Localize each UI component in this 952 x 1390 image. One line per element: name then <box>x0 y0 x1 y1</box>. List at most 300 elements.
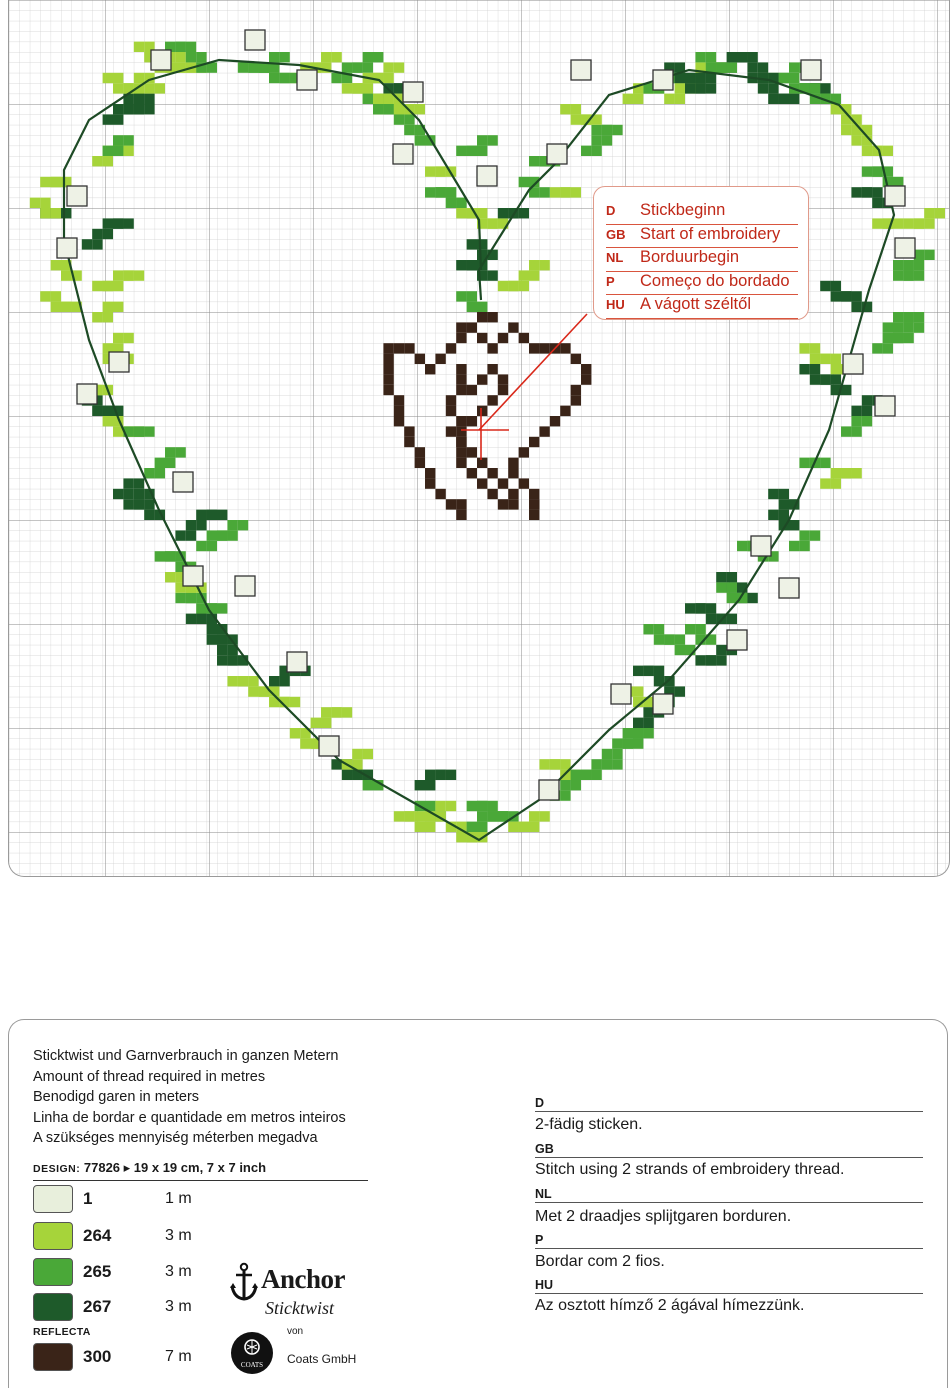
leaf-stitch <box>768 94 778 104</box>
brown-stitch <box>456 426 466 436</box>
leaf-stitch <box>602 125 612 135</box>
brown-stitch <box>539 343 549 353</box>
brown-stitch <box>467 447 477 457</box>
instruction-text-p: Bordar com 2 fios. <box>535 1253 665 1270</box>
leaf-stitch <box>373 94 383 104</box>
callout-code: NL <box>606 250 624 265</box>
leaf-stitch <box>123 478 133 488</box>
leaf-stitch <box>779 499 789 509</box>
leaf-stitch <box>155 551 165 561</box>
leaf-stitch <box>747 62 757 72</box>
instruction-text-nl: Met 2 draadjes splijtgaren borduren. <box>535 1208 792 1225</box>
instruction-code-gb: GB <box>535 1142 923 1158</box>
leaf-stitch <box>456 198 466 208</box>
leaf-stitch <box>591 135 601 145</box>
leaf-stitch <box>893 270 903 280</box>
leaf-stitch <box>352 62 362 72</box>
brown-stitch <box>456 364 466 374</box>
leaf-stitch <box>799 541 809 551</box>
leaf-stitch <box>456 832 466 842</box>
callout-code: P <box>606 273 615 289</box>
leaf-stitch <box>446 198 456 208</box>
leaf-stitch <box>851 426 861 436</box>
leaf-stitch <box>903 218 913 228</box>
leaf-stitch <box>747 52 757 62</box>
leaf-stitch <box>664 94 674 104</box>
leaf-stitch <box>352 83 362 93</box>
leaf-stitch <box>373 104 383 114</box>
leaf-stitch <box>560 187 570 197</box>
leaf-stitch <box>706 614 716 624</box>
leaf-stitch <box>342 707 352 717</box>
leaf-stitch <box>103 406 113 416</box>
brown-stitch <box>394 343 404 353</box>
callout-text: Start of embroidery <box>640 224 781 243</box>
leaf-stitch <box>539 759 549 769</box>
leaf-stitch <box>383 94 393 104</box>
callout-text: Borduurbegin <box>640 248 740 266</box>
leaf-stitch <box>695 73 705 83</box>
leaf-stitch <box>144 83 154 93</box>
leaf-stitch <box>633 738 643 748</box>
product-name: Sticktwist <box>265 1298 334 1318</box>
leaf-stitch <box>508 281 518 291</box>
leaf-stitch <box>539 187 549 197</box>
leaf-stitch <box>342 83 352 93</box>
leaf-stitch <box>768 83 778 93</box>
swatch-quantity: 3 m <box>165 1227 192 1244</box>
leaf-stitch <box>831 364 841 374</box>
start-of-embroidery-callout <box>593 186 809 320</box>
leaf-stitch <box>820 374 830 384</box>
leaf-stitch <box>435 770 445 780</box>
leaf-stitch <box>477 239 487 249</box>
leaf-stitch <box>456 146 466 156</box>
color-1-marker <box>653 70 673 90</box>
leaf-stitch <box>529 156 539 166</box>
leaf-stitch <box>685 83 695 93</box>
leaf-stitch <box>675 94 685 104</box>
leaf-stitch <box>113 333 123 343</box>
leaf-stitch <box>144 468 154 478</box>
leaf-stitch <box>186 530 196 540</box>
brown-stitch <box>498 333 508 343</box>
leaf-stitch <box>134 94 144 104</box>
leaf-stitch <box>383 73 393 83</box>
leaf-stitch <box>789 541 799 551</box>
leaf-stitch <box>779 94 789 104</box>
leaf-stitch <box>841 291 851 301</box>
leaf-stitch <box>519 208 529 218</box>
leaf-stitch <box>903 260 913 270</box>
leaf-stitch <box>664 634 674 644</box>
brown-stitch <box>415 354 425 364</box>
brown-stitch <box>404 343 414 353</box>
leaf-stitch <box>415 780 425 790</box>
leaf-stitch <box>134 426 144 436</box>
instruction-code-d: D <box>535 1096 923 1112</box>
leaf-stitch <box>123 104 133 114</box>
brown-stitch <box>435 489 445 499</box>
brown-stitch <box>477 374 487 384</box>
leaf-stitch <box>539 811 549 821</box>
brown-stitch <box>508 489 518 499</box>
leaf-stitch <box>831 281 841 291</box>
leaf-stitch <box>363 52 373 62</box>
brown-stitch <box>467 416 477 426</box>
leaf-stitch <box>477 822 487 832</box>
instruction-code-p: P <box>535 1233 923 1249</box>
leaf-stitch <box>654 666 664 676</box>
leaf-stitch <box>581 770 591 780</box>
leaf-stitch <box>352 749 362 759</box>
leaf-stitch <box>914 260 924 270</box>
leaf-stitch <box>685 73 695 83</box>
leaf-stitch <box>550 187 560 197</box>
leaf-stitch <box>227 655 237 665</box>
leaf-stitch <box>872 187 882 197</box>
brown-stitch <box>487 468 497 478</box>
leaf-stitch <box>207 530 217 540</box>
leaf-stitch <box>851 406 861 416</box>
leaf-stitch <box>113 281 123 291</box>
leaf-stitch <box>103 114 113 124</box>
swatch-row-264 <box>33 1221 192 1251</box>
leaf-stitch <box>862 406 872 416</box>
brown-stitch <box>456 416 466 426</box>
color-1-marker <box>77 384 97 404</box>
leaf-stitch <box>217 655 227 665</box>
leaf-stitch <box>924 218 934 228</box>
callout-text: Começo do bordado <box>640 271 790 290</box>
leaf-stitch <box>695 603 705 613</box>
leaf-stitch <box>165 447 175 457</box>
leaf-stitch <box>727 62 737 72</box>
leaf-stitch <box>519 822 529 832</box>
brown-stitch <box>519 333 529 343</box>
leaf-stitch <box>103 281 113 291</box>
leaf-stitch <box>269 52 279 62</box>
leaf-stitch <box>810 343 820 353</box>
callout-row-hu <box>606 295 798 319</box>
leaf-stitch <box>727 52 737 62</box>
leaf-stitch <box>404 114 414 124</box>
leaf-stitch <box>363 749 373 759</box>
brown-stitch <box>519 478 529 488</box>
brown-stitch <box>383 385 393 395</box>
brown-stitch <box>383 364 393 374</box>
leaf-stitch <box>477 801 487 811</box>
brown-stitch <box>529 489 539 499</box>
leaf-stitch <box>134 270 144 280</box>
brown-stitch <box>435 354 445 364</box>
color-1-marker <box>895 238 915 258</box>
leaf-stitch <box>695 655 705 665</box>
brown-stitch <box>529 343 539 353</box>
leaf-stitch <box>623 738 633 748</box>
leaf-stitch <box>248 62 258 72</box>
leaf-stitch <box>768 510 778 520</box>
leaf-stitch <box>643 718 653 728</box>
leaf-stitch <box>415 811 425 821</box>
brown-stitch <box>508 458 518 468</box>
callout-code: GB <box>606 226 626 242</box>
leaf-stitch <box>675 83 685 93</box>
leaf-stitch <box>92 239 102 249</box>
leaf-stitch <box>477 811 487 821</box>
brown-stitch <box>571 354 581 364</box>
leaf-stitch <box>123 135 133 145</box>
leaf-stitch <box>373 52 383 62</box>
leaf-stitch <box>935 208 945 218</box>
leaf-stitch <box>103 156 113 166</box>
leaf-stitch <box>467 822 477 832</box>
leaf-stitch <box>113 302 123 312</box>
leaf-stitch <box>342 62 352 72</box>
leaf-stitch <box>113 83 123 93</box>
company-name: Coats GmbH <box>287 1352 357 1366</box>
brown-stitch <box>529 499 539 509</box>
leaf-stitch <box>716 582 726 592</box>
leaf-stitch <box>571 780 581 790</box>
leaf-stitch <box>477 146 487 156</box>
leaf-stitch <box>415 135 425 145</box>
leaf-stitch <box>92 312 102 322</box>
leaf-stitch <box>883 146 893 156</box>
color-1-marker <box>287 652 307 672</box>
leaf-stitch <box>799 530 809 540</box>
leaf-stitch <box>623 94 633 104</box>
leaf-stitch <box>321 707 331 717</box>
leaf-stitch <box>831 354 841 364</box>
leaf-stitch <box>300 738 310 748</box>
color-1-marker <box>843 354 863 374</box>
leaf-stitch <box>571 114 581 124</box>
leaf-stitch <box>841 468 851 478</box>
leaf-stitch <box>862 416 872 426</box>
swatch-row-300 <box>33 1342 192 1372</box>
swatch-quantity: 3 m <box>165 1298 192 1315</box>
leaf-stitch <box>560 104 570 114</box>
leaf-stitch <box>415 104 425 114</box>
leaf-stitch <box>758 83 768 93</box>
leaf-stitch <box>134 42 144 52</box>
leaf-stitch <box>706 52 716 62</box>
leaf-stitch <box>207 624 217 634</box>
leaf-stitch <box>633 686 643 696</box>
brown-stitch <box>477 333 487 343</box>
leaf-stitch <box>331 707 341 717</box>
callout-code: D <box>606 203 616 218</box>
leaf-stitch <box>144 426 154 436</box>
leaf-stitch <box>903 322 913 332</box>
thread-info-line-hu: A szükséges mennyiség méterben megadva <box>33 1130 318 1146</box>
leaf-stitch <box>311 718 321 728</box>
callout-row-d <box>606 201 798 225</box>
leaf-stitch <box>498 281 508 291</box>
leaf-stitch <box>446 187 456 197</box>
leaf-stitch <box>477 302 487 312</box>
leaf-stitch <box>810 530 820 540</box>
leaf-stitch <box>675 645 685 655</box>
leaf-stitch <box>165 572 175 582</box>
leaf-stitch <box>467 302 477 312</box>
leaf-stitch <box>103 229 113 239</box>
leaf-stitch <box>643 728 653 738</box>
color-1-marker <box>57 238 77 258</box>
brown-stitch <box>383 354 393 364</box>
brown-stitch <box>571 395 581 405</box>
leaf-stitch <box>810 354 820 364</box>
leaf-stitch <box>893 260 903 270</box>
leaf-stitch <box>175 52 185 62</box>
coats-badge-icon <box>229 1330 275 1376</box>
color-1-marker <box>297 70 317 90</box>
color-1-marker <box>611 684 631 704</box>
leaf-stitch <box>456 260 466 270</box>
brown-stitch <box>550 416 560 426</box>
leaf-stitch <box>186 593 196 603</box>
leaf-stitch <box>799 343 809 353</box>
leaf-stitch <box>560 790 570 800</box>
leaf-stitch <box>643 666 653 676</box>
color-1-marker <box>885 186 905 206</box>
leaf-stitch <box>113 135 123 145</box>
leaf-stitch <box>51 177 61 187</box>
brown-stitch <box>519 447 529 457</box>
leaf-stitch <box>363 62 373 72</box>
color-swatch-267 <box>33 1293 73 1321</box>
leaf-stitch <box>186 42 196 52</box>
leaf-stitch <box>144 510 154 520</box>
color-1-marker <box>653 694 673 714</box>
brown-stitch <box>467 385 477 395</box>
leaf-stitch <box>831 468 841 478</box>
leaf-stitch <box>144 499 154 509</box>
leaf-stitch <box>820 458 830 468</box>
leaf-stitch <box>227 520 237 530</box>
design-info <box>33 1160 368 1181</box>
leaf-stitch <box>883 343 893 353</box>
leaf-stitch <box>467 260 477 270</box>
color-1-marker <box>779 578 799 598</box>
brown-stitch <box>539 426 549 436</box>
color-1-marker <box>173 472 193 492</box>
brown-stitch <box>383 343 393 353</box>
leaf-stitch <box>196 541 206 551</box>
brown-stitch <box>560 343 570 353</box>
leaf-stitch <box>550 759 560 769</box>
leaf-stitch <box>779 489 789 499</box>
callout-code: HU <box>606 297 625 312</box>
leaf-stitch <box>519 281 529 291</box>
leaf-stitch <box>654 634 664 644</box>
leaf-stitch <box>675 686 685 696</box>
brown-stitch <box>581 364 591 374</box>
leaf-stitch <box>872 218 882 228</box>
leaf-stitch <box>758 62 768 72</box>
leaf-stitch <box>435 166 445 176</box>
leaf-stitch <box>207 634 217 644</box>
leaf-stitch <box>872 166 882 176</box>
color-1-marker <box>539 780 559 800</box>
leaf-stitch <box>113 146 123 156</box>
leaf-stitch <box>446 770 456 780</box>
brown-stitch <box>394 395 404 405</box>
brown-stitch <box>425 364 435 374</box>
brown-stitch <box>581 374 591 384</box>
leaf-stitch <box>123 146 133 156</box>
leaf-stitch <box>914 312 924 322</box>
color-1-marker <box>183 566 203 586</box>
chart-panel <box>8 0 950 877</box>
leaf-stitch <box>487 218 497 228</box>
leaf-stitch <box>165 551 175 561</box>
color-1-marker <box>319 736 339 756</box>
thread-info-line-pt: Linha de bordar e quantidade em metros inteiros <box>33 1110 346 1126</box>
leaf-stitch <box>633 94 643 104</box>
leaf-stitch <box>425 166 435 176</box>
swatch-row-265 <box>33 1257 192 1287</box>
leaf-stitch <box>40 177 50 187</box>
brown-stitch <box>498 374 508 384</box>
leaf-stitch <box>706 73 716 83</box>
leaf-stitch <box>51 291 61 301</box>
leaf-stitch <box>789 94 799 104</box>
color-1-marker <box>801 60 821 80</box>
leaf-stitch <box>92 229 102 239</box>
leaf-stitch <box>633 666 643 676</box>
leaf-stitch <box>51 208 61 218</box>
leaf-stitch <box>487 811 497 821</box>
leaf-stitch <box>363 94 373 104</box>
leaf-stitch <box>529 811 539 821</box>
leaf-stitch <box>40 291 50 301</box>
leaf-stitch <box>113 489 123 499</box>
leaf-stitch <box>831 374 841 384</box>
leaf-stitch <box>103 302 113 312</box>
leaf-stitch <box>175 42 185 52</box>
leaf-stitch <box>186 614 196 624</box>
anchor-logo <box>229 1256 369 1376</box>
color-1-marker <box>727 630 747 650</box>
leaf-stitch <box>706 603 716 613</box>
leaf-stitch <box>810 83 820 93</box>
instruction-text-hu: Az osztott hímző 2 ágával hímezzünk. <box>535 1297 805 1314</box>
brown-stitch <box>477 312 487 322</box>
leaf-stitch <box>851 302 861 312</box>
leaf-stitch <box>123 270 133 280</box>
leaf-stitch <box>404 811 414 821</box>
leaf-stitch <box>227 676 237 686</box>
leaf-stitch <box>92 281 102 291</box>
leaf-stitch <box>727 572 737 582</box>
leaf-stitch <box>425 187 435 197</box>
leaf-stitch <box>841 426 851 436</box>
swatch-code: 265 <box>83 1262 112 1281</box>
leaf-stitch <box>279 73 289 83</box>
leaf-stitch <box>30 198 40 208</box>
leaf-stitch <box>394 62 404 72</box>
leaf-stitch <box>487 270 497 280</box>
instruction-text-d: 2-fädig sticken. <box>535 1116 643 1133</box>
leaf-stitch <box>643 624 653 634</box>
leaf-stitch <box>706 83 716 93</box>
color-1-marker <box>547 144 567 164</box>
leaf-stitch <box>415 822 425 832</box>
leaf-stitch <box>175 593 185 603</box>
brown-stitch <box>394 416 404 426</box>
